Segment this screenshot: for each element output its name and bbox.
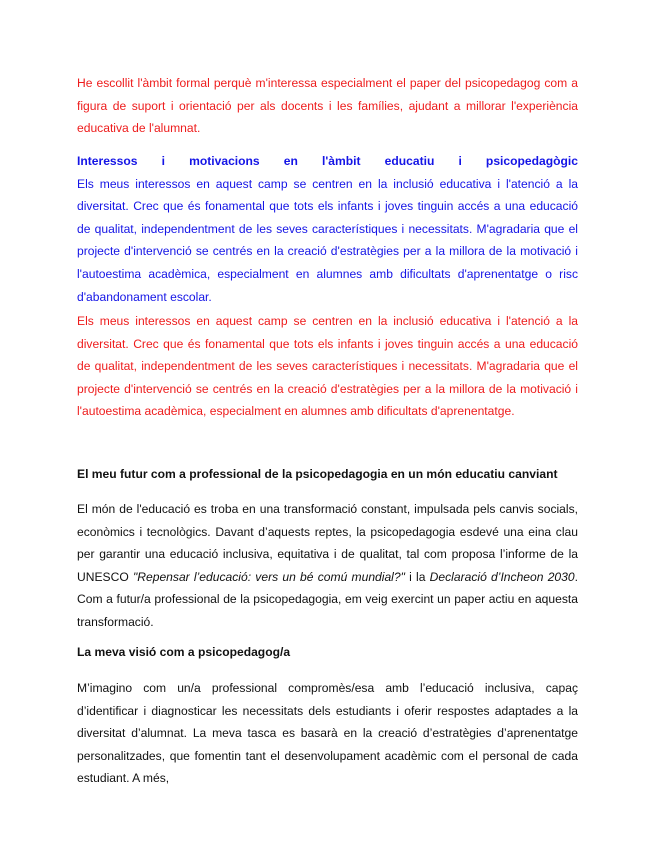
paragraph-vision: M’imagino com un/a professional compromès/esa amb l’educació inclusiva, capaç d’identificar i diagnosticar les necessitats dels estudiants i oferir respostes adaptades a la diversitat d’alumnat. La meva tasca es basarà en la creació d’estratègies d’aprenentatge personalitzades, que fomentin tant el desenvolupament acadèmic com el personal de cada estudiant. A més, [77,681,578,786]
paragraph-future-text-b: i la [404,569,430,584]
unesco-report-title: "Repensar l’educació: vers un bé comú mundial?" [132,569,405,584]
paragraph-future-text-a: El món de l'educació es troba en una transformació constant, impulsada pels canvis socials, econòmics i tecnològics. Davant d’aquests reptes, la psicopedagogia esdevé una eina clau per garantir una educació inclusiva, equitativa i de qualitat, tal com proposa l’informe de la UNESCO [77,502,578,584]
incheon-declaration-title: Declaració d’Incheon 2030 [429,569,575,584]
paragraph-future-text-c: . Com a futur/a professional de la psicopedagogia, em veig exercint un paper actiu en aquesta transformació. [77,569,578,629]
heading-future: El meu futur com a professional de la psicopedagogia en un món educatiu canviant [77,467,558,481]
paragraph-formal-scope: He escollit l'àmbit formal perquè m'interessa especialment el paper del psicopedagog com a figura de suport i orientació per als docents i les famílies, ajudant a millorar l'experiència educativa de l'alumnat. [77,76,578,136]
heading-interests: Interessos i motivacions en l'àmbit educatiu i psicopedagògic [77,154,578,168]
paragraph-future [77,498,578,634]
paragraph-interests-red: Els meus interessos en aquest camp se centren en la inclusió educativa i l'atenció a la diversitat. Crec que és fonamental que tots els infants i joves tinguin accés a una educació de qualitat, independentment de les seves característiques i necessitats. M'agradaria que el projecte d'intervenció se centrés en la creació d'estratègies per a la millora de la motivació i l'autoestima acadèmica, especialment en alumnes amb dificultats d'aprenentatge. [77,314,578,419]
heading-vision: La meva visió com a psicopedagog/a [77,645,291,659]
paragraph-interests-blue: Els meus interessos en aquest camp se centren en la inclusió educativa i l'atenció a la diversitat. Crec que és fonamental que tots els infants i joves tinguin accés a una educació de qualitat, independentment de les seves característiques i necessitats. M'agradaria que el projecte d'intervenció se centrés en la creació d'estratègies per a la millora de la motivació i l'autoestima acadèmica, especialment en alumnes amb dificultats d'aprenentatge o risc d'abandonament escolar. [77,176,578,304]
interests-section [77,150,578,308]
